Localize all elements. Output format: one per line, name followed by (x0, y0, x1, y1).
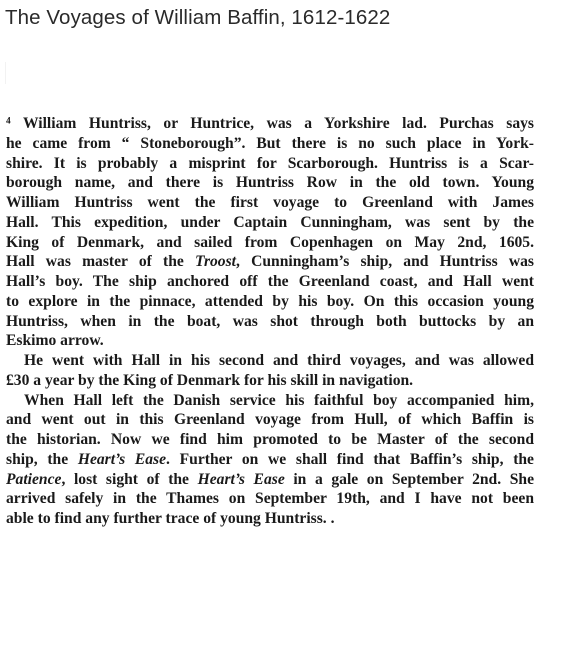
footnote-text (6, 114, 534, 529)
text-line: able to find any further trace of young Huntriss. . (6, 510, 335, 527)
text-line: William Huntriss went the first voyage to Greenland with James (6, 194, 534, 211)
ship-name-troost: Troost (195, 253, 237, 271)
text-line: Hall’s boy. The ship anchored off the Greenland coast, and Hall went (6, 273, 534, 290)
text-segment: , lost sight of the (61, 470, 198, 488)
text-line: to explore in the pinnace, attended by his boy. On this occasion young (6, 292, 534, 310)
ship-name-patience: Patience (6, 470, 62, 488)
text-line: He went with Hall in his second and third voyages, and was allowed (24, 352, 534, 369)
text-line: the historian. Now we find him promoted to be Master of the second (6, 431, 534, 448)
text-segment: in a gale on September 2nd. She (284, 470, 534, 488)
text-segment: , Cunningham’s ship, and Huntriss was (236, 253, 534, 271)
text-segment: Hall was master of the (6, 253, 195, 271)
page-title: The Voyages of William Baffin, 1612-1622 (5, 6, 391, 29)
text-line: Hall. This expedition, under Captain Cunningham, was sent by the (6, 213, 534, 231)
text-segment: ship, the (6, 450, 78, 468)
ship-name-hearts-ease: Heart’s Ease (77, 450, 167, 468)
text-segment: . Further on we shall find that Baffin’s ship, the (166, 450, 534, 468)
text-line (6, 470, 534, 490)
text-line: £30 a year by the King of Denmark for his skill in navigation. (6, 371, 414, 389)
text-line: arrived safely in the Thames on September 19th, and I have not been (6, 490, 534, 508)
text-line: shire. It is probably a misprint for Scarborough. Huntriss is a Scar- (6, 154, 534, 172)
text-line (6, 450, 534, 470)
text-line: borough name, and there is Huntriss Row in the old town. Young (6, 174, 534, 192)
text-line: ⁴ William Huntriss, or Huntrice, was a Yorkshire lad. Purchas says (6, 115, 534, 132)
text-line (6, 252, 534, 272)
text-line: When Hall left the Danish service his faithful boy accompanied him, (24, 391, 534, 409)
text-line: Eskimo arrow. (6, 332, 104, 350)
ship-name-hearts-ease: Heart’s Ease (197, 470, 285, 488)
divider (5, 62, 6, 84)
text-line: King of Denmark, and sailed from Copenhagen on May 2nd, 1605. (6, 233, 534, 251)
text-line: Huntriss, when in the boat, was shot through both buttocks by an (6, 312, 534, 330)
text-line: and went out in this Greenland voyage from Hull, of which Baffin is (6, 411, 534, 429)
text-line: he came from “ Stoneborough”. But there is no such place in York- (6, 134, 534, 152)
